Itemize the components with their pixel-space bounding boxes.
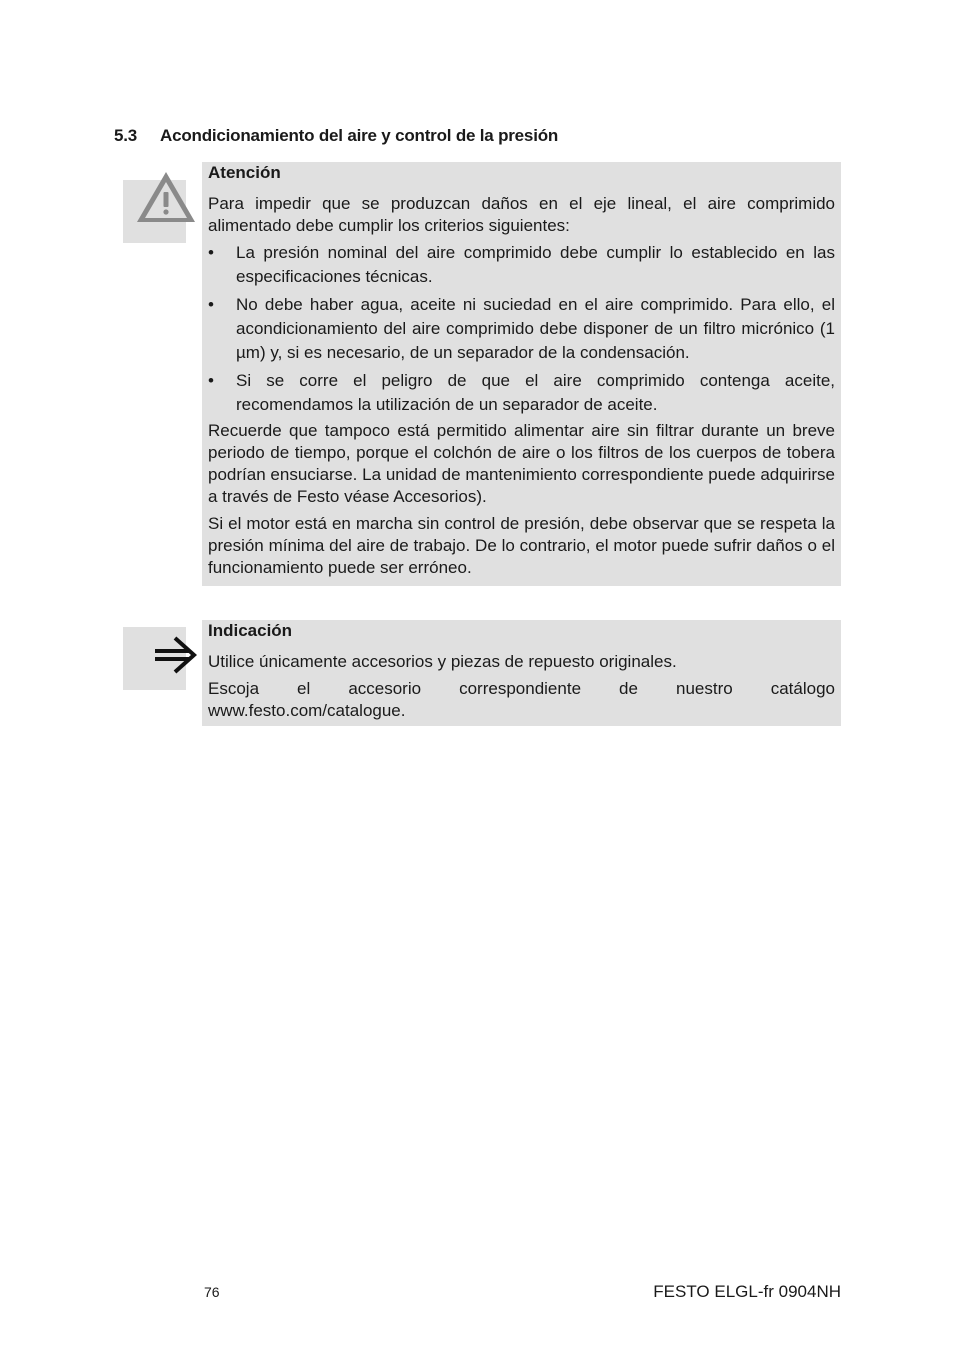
note-paragraph-original-parts: Utilice únicamente accesorios y piezas de repuesto originales. [208,652,677,671]
attention-title: Atención [208,163,281,182]
attention-paragraph-motor: Si el motor está en marcha sin control de presión, debe observar que se respeta la presión mínima del aire de trabajo. De lo contrario, el motor puede sufrir daños o el funcionamiento puede ser erróneo. [208,514,835,577]
document-id: FESTO ELGL-fr 0904NH [653,1282,841,1301]
attention-notice [202,162,841,586]
attention-criteria-list [208,241,835,417]
note-notice [202,620,841,726]
arrow-right-icon [153,635,199,675]
note-title: Indicación [208,621,293,640]
attention-paragraph-filter: Recuerde que tampoco está permitido alimentar aire sin filtrar durante un breve periodo de tiempo, porque el colchón de aire o los filtros de los cuerpos de tobera podrían ensuciarse. La unidad de mantenimiento correspondiente puede adquirirse a través de Festo véase Accesorios). [208,421,835,506]
section-heading [114,126,558,146]
section-number: 5.3 [114,126,138,145]
attention-intro: Para impedir que se produzcan daños en el eje lineal, el aire comprimido alimentado debe cumplir los criterios siguientes: [208,194,835,235]
page-number: 76 [204,1284,220,1300]
section-title: Acondicionamiento del aire y control de la presión [160,126,559,145]
warning-triangle-icon [135,168,197,224]
note-icon-box [123,627,186,690]
list-item: • Si se corre el peligro de que el aire comprimido contenga aceite, recomendamos la utilización de un separador de aceite. [208,371,835,414]
list-item: • La presión nominal del aire comprimido debe cumplir lo establecido en las especificaciones técnicas. [208,243,835,286]
list-item: • No debe haber agua, aceite ni suciedad en el aire comprimido. Para ello, el acondicionamiento del aire comprimido debe disponer de un filtro micrónico (1 µm) y, si es necesario, de un separador de la condensación. [208,295,835,362]
warning-icon-box [123,180,186,243]
note-paragraph-catalogue: Escoja el accesorio correspondiente de nuestro catálogo www.festo.com/catalogue. [208,679,835,720]
